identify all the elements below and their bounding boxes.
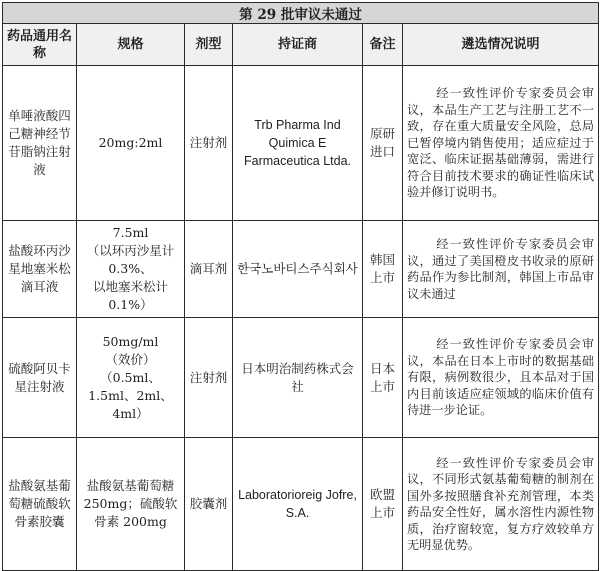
- rejection-table: [2, 2, 599, 571]
- table-row: [3, 66, 599, 221]
- remark: 韩国上市: [363, 221, 403, 318]
- reason: [403, 438, 599, 571]
- header-spec: 规格: [77, 24, 185, 66]
- reason: [403, 66, 599, 221]
- spec-line: 以地塞米松计 0.1%）: [92, 279, 168, 312]
- remark: 原研进口: [363, 66, 403, 221]
- table-title-row: [3, 3, 599, 24]
- drug-name: 单唾液酸四己糖神经节苷脂钠注射液: [3, 66, 77, 221]
- drug-name: 盐酸氨基葡萄糖硫酸软骨素胶囊: [3, 438, 77, 571]
- spec-line: （以环丙沙星计 0.3%、: [86, 243, 175, 276]
- header-holder: 持证商: [233, 24, 363, 66]
- dosage-form: 注射剂: [185, 66, 233, 221]
- license-holder: 한국노바티스주식회사: [233, 221, 363, 318]
- remark: 欧盟上市: [363, 438, 403, 571]
- spec-line: 20mg:2ml: [98, 135, 163, 150]
- drug-name: 硫酸阿贝卡星注射液: [3, 318, 77, 438]
- reason-text: 经一致性评价专家委员会审议，不同形式氨基葡萄糖的制剂在国外多按照膳食补充剂管理，本类药品安全性好，属水溶性内源性物质，治疗窗较宽，复方疗效较单方无明显优势。: [407, 455, 595, 552]
- header-row: [3, 24, 599, 66]
- table-row: [3, 318, 599, 438]
- remark: 日本上市: [363, 318, 403, 438]
- spec-line: 4ml）: [112, 405, 149, 421]
- table-row: [3, 221, 599, 318]
- license-holder: Trb Pharma Ind Quimica E Farmaceutica Ltda.: [233, 66, 363, 221]
- drug-name: 盐酸环丙沙星地塞米松滴耳液: [3, 221, 77, 318]
- reason-text: 经一致性评价专家委员会审议，本品生产工艺与注册工艺不一致，存在重大质量安全风险，总局已暂停境内销售使用；适应症过于宽泛、临床证据基础薄弱，需进行符合目前技术要求的确证性临床试验并修订说明书。: [407, 86, 595, 200]
- table-title: 第 29 批审议未通过: [3, 3, 599, 24]
- dosage-form: 胶囊剂: [185, 438, 233, 571]
- license-holder: Laboratorioreig Jofre, S.A.: [233, 438, 363, 571]
- header-form: 剂型: [185, 24, 233, 66]
- license-holder: 日本明治制药株式会社: [233, 318, 363, 438]
- reason-text: 经一致性评价专家委员会审议，通过了美国橙皮书收录的原研药品作为参比制剂，韩国上市品审议未通过: [407, 237, 595, 301]
- drug-spec: [77, 66, 185, 221]
- header-note: 备注: [363, 24, 403, 66]
- dosage-form: 注射剂: [185, 318, 233, 438]
- header-reason: 遴选情况说明: [403, 24, 599, 66]
- drug-spec: [77, 438, 185, 571]
- reason-text: 经一致性评价专家委员会审议，本品在日本上市时的数据基础有限，病例数很少，且本品对于国内目前该适应症领域的临床价值有待进一步论证。: [407, 337, 595, 418]
- spec-line: 50mg/ml: [102, 333, 159, 349]
- spec-line: （效价）: [105, 351, 156, 367]
- header-name: 药品通用名称: [3, 24, 77, 66]
- reason: [403, 318, 599, 438]
- drug-spec: [77, 221, 185, 318]
- table-row: [3, 438, 599, 571]
- spec-line: 7.5ml: [112, 225, 149, 240]
- spec-line: 1.5ml、2ml、: [88, 387, 173, 403]
- reason: [403, 221, 599, 318]
- spec-line: 盐酸氨基葡萄糖 250mg；硫酸软骨素 200mg: [83, 478, 178, 529]
- dosage-form: 滴耳剂: [185, 221, 233, 318]
- drug-spec: [77, 318, 185, 438]
- spec-line: （0.5ml、: [100, 369, 161, 385]
